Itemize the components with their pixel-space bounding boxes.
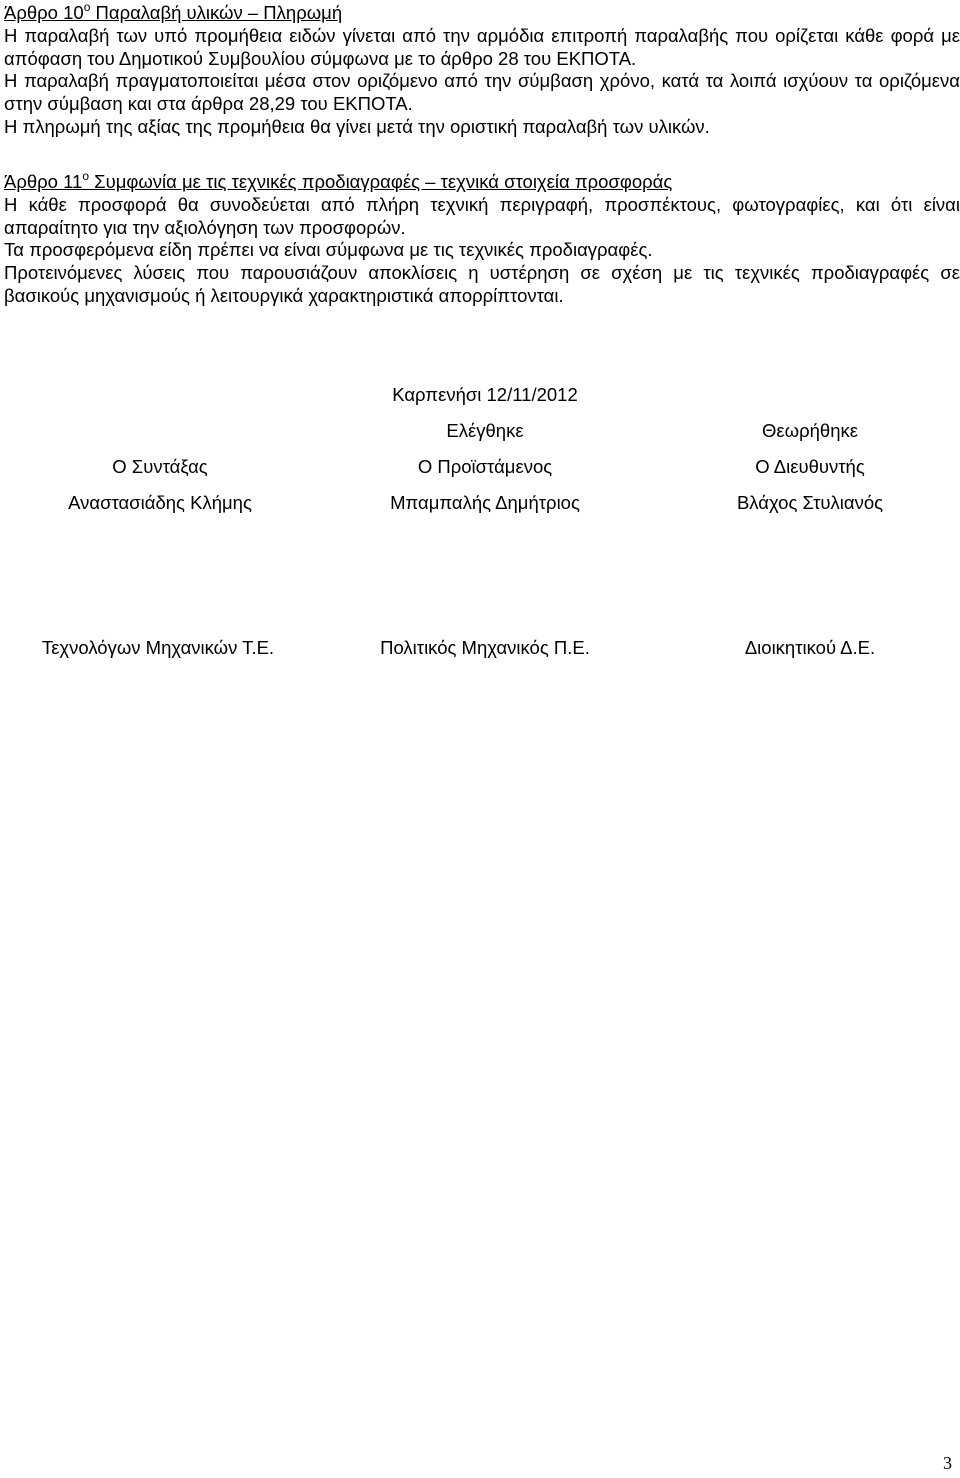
roles-row bbox=[0, 455, 960, 479]
name-author: Αναστασιάδης Κλήμης bbox=[68, 492, 252, 513]
approved-label: Θεωρήθηκε bbox=[762, 420, 858, 441]
article-11-title: Συμφωνία με τις τεχνικές προδιαγραφές – τεχνικά στοιχεία προσφοράς bbox=[89, 171, 673, 192]
name-director: Βλάχος Στυλιανός bbox=[736, 492, 884, 513]
article-10-paragraph-1: Η παραλαβή των υπό προμήθεια ειδών γίνεται από την αρμόδια επιτροπή παραλαβής που ορίζεται κάθε φορά με απόφαση του Δημοτικού Συμβουλίου σύμφωνα με το άρθρο 28 του ΕΚΠΟΤΑ. bbox=[4, 24, 960, 69]
titles-row bbox=[0, 636, 960, 660]
article-11-paragraph-1: Η κάθε προσφορά θα συνοδεύεται από πλήρη τεχνική περιγραφή, προσπέκτους, φωτογραφίες, και ότι είναι απαραίτητο για την αξιολόγηση των προσφορών. bbox=[4, 193, 960, 238]
role-supervisor: Ο Προϊστάμενος bbox=[417, 456, 553, 477]
title-author: Τεχνολόγων Μηχανικών Τ.Ε. bbox=[41, 637, 275, 658]
article-11 bbox=[4, 171, 960, 308]
article-11-paragraph-3: Προτεινόμενες λύσεις που παρουσιάζουν αποκλίσεις η υστέρηση σε σχέση με τις τεχνικές προδιαγραφές σε βασικούς μηχανισμούς ή λειτουργικά χαρακτηριστικά απορρίπτονται. bbox=[4, 262, 960, 306]
role-director: Ο Διευθυντής bbox=[755, 456, 865, 477]
article-11-ordinal: ο bbox=[82, 169, 90, 183]
names-row bbox=[0, 491, 960, 515]
article-10-heading bbox=[4, 2, 960, 25]
place-date: Καρπενήσι 12/11/2012 bbox=[392, 384, 578, 405]
checked-label: Ελέγθηκε bbox=[446, 420, 524, 441]
article-10-number: Άρθρο 10 bbox=[4, 2, 84, 23]
article-10 bbox=[4, 2, 960, 139]
article-10-paragraph-3: Η πληρωμή της αξίας της προμήθεια θα γίνει μετά την οριστική παραλαβή των υλικών. bbox=[4, 115, 710, 137]
title-director: Διοικητικού Δ.Ε. bbox=[744, 637, 876, 658]
approval-labels-row bbox=[0, 419, 960, 443]
article-10-title: Παραλαβή υλικών – Πληρωμή bbox=[90, 2, 343, 23]
article-11-heading bbox=[4, 171, 960, 194]
article-11-paragraph-2: Τα προσφερόμενα είδη πρέπει να είναι σύμφωνα με τις τεχνικές προδιαγραφές. bbox=[4, 239, 653, 261]
page-number: 3 bbox=[943, 1453, 952, 1473]
article-10-paragraph-2: Η παραλαβή πραγματοποιείται μέσα στον οριζόμενο από την σύμβαση χρόνο, κατά τα λοιπά ισχύουν τα οριζόμενα στην σύμβαση και στα άρθρα 28,29 του ΕΚΠΟΤΑ. bbox=[4, 70, 960, 115]
article-10-ordinal: ο bbox=[83, 0, 91, 14]
article-11-number: Άρθρο 11 bbox=[4, 171, 83, 192]
role-author: Ο Συντάξας bbox=[112, 456, 208, 477]
name-supervisor: Μπαμπαλής Δημήτριος bbox=[390, 492, 580, 513]
title-supervisor: Πολιτικός Μηχανικός Π.Ε. bbox=[380, 637, 590, 658]
